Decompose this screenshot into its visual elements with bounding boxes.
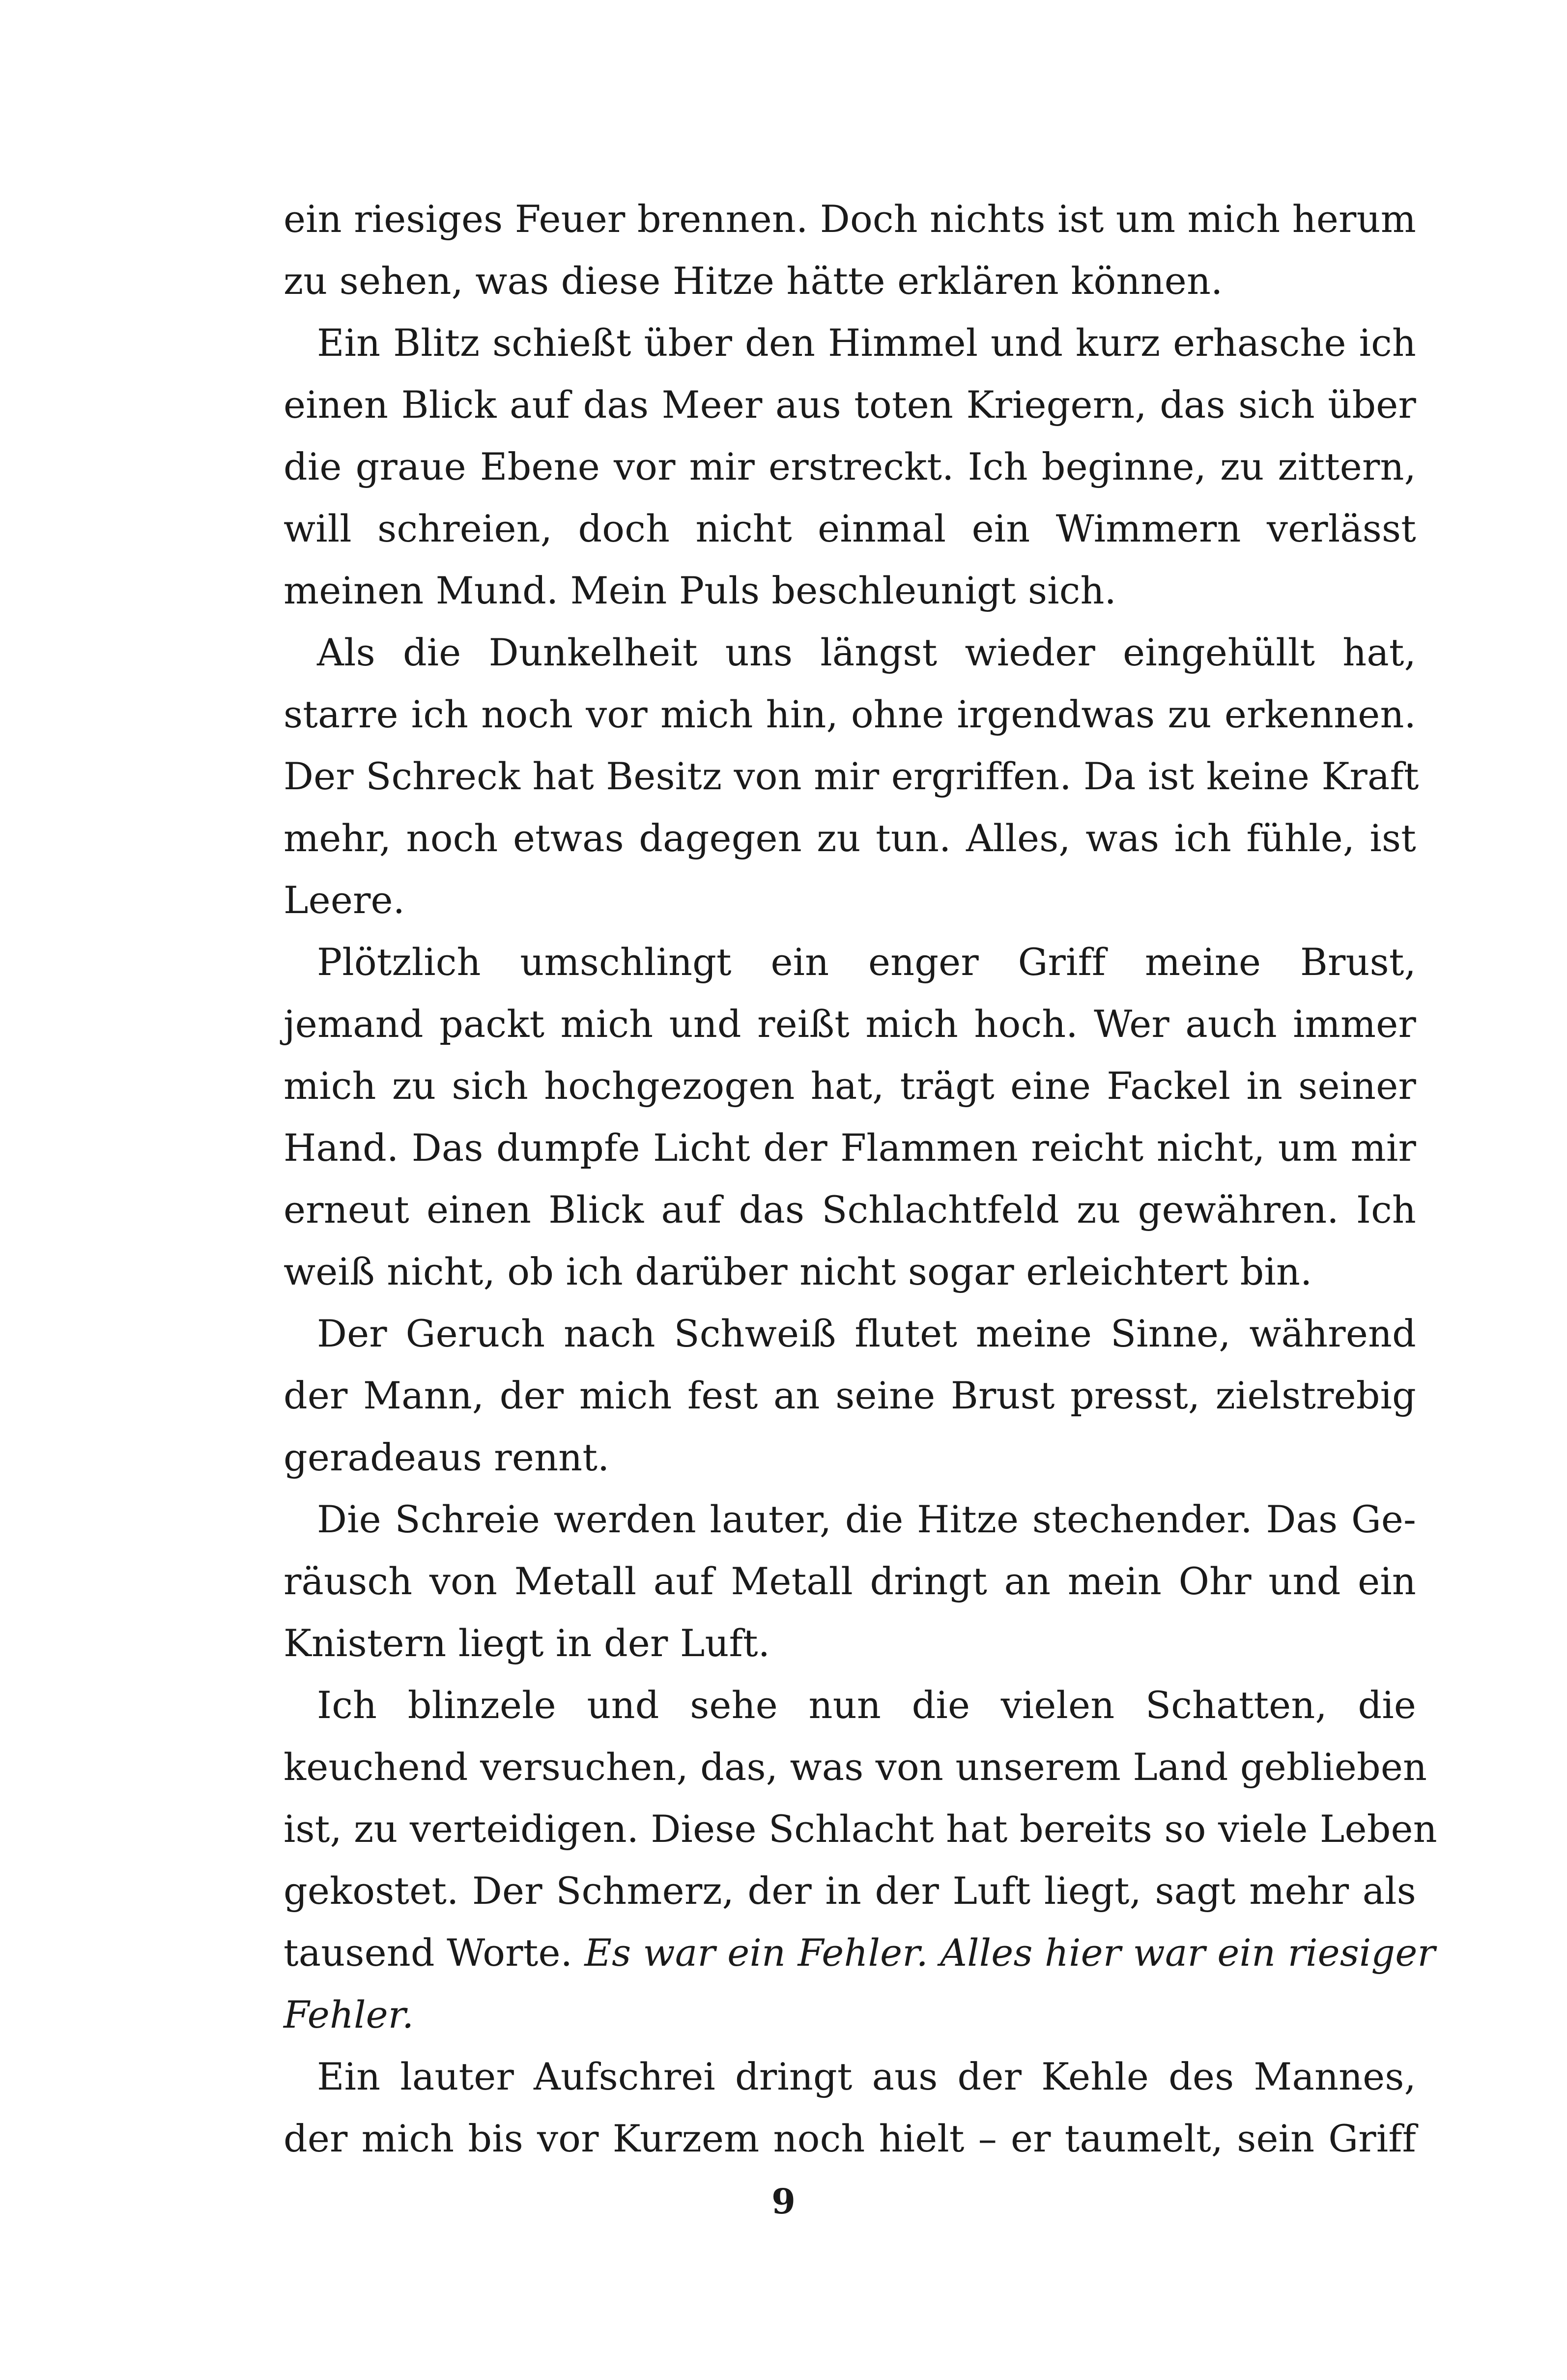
text-line-roman: ist, zu verteidigen. Diese Schlacht hat bereits so viele Leben — [284, 1807, 1437, 1851]
text-line — [284, 1798, 1437, 1860]
text-line — [284, 746, 1419, 807]
text-line-roman: Ein lauter Aufschrei dringt aus der Kehle des Mannes, — [317, 2055, 1416, 2098]
text-line-roman: Hand. Das dumpfe Licht der Flammen reicht nicht, um mir — [284, 1126, 1416, 1170]
text-line — [284, 1055, 1416, 1117]
text-line-roman: gekostet. Der Schmerz, der in der Luft liegt, sagt mehr als — [284, 1869, 1416, 1913]
text-line-roman: weiß nicht, ob ich darüber nicht sogar erleichtert bin. — [284, 1250, 1312, 1293]
text-line — [284, 1860, 1416, 1922]
text-line-roman: jemand packt mich und reißt mich hoch. Wer auch immer — [284, 1002, 1416, 1046]
text-line — [284, 1489, 1416, 1550]
text-line — [284, 1427, 1416, 1489]
text-line-roman: starre ich noch vor mich hin, ohne irgendwas zu erkennen. — [284, 692, 1416, 736]
text-line-roman: Knistern liegt in der Luft. — [284, 1621, 770, 1665]
text-line-roman: der mich bis vor Kurzem noch hielt – er taumelt, sein Griff — [284, 2117, 1416, 2160]
text-line — [284, 1365, 1416, 1427]
text-line — [284, 684, 1416, 746]
text-line-roman: Der Schreck hat Besitz von mir ergriffen. Da ist keine Kraft — [284, 754, 1419, 798]
text-line-roman: erneut einen Blick auf das Schlachtfeld zu gewähren. Ich — [284, 1188, 1416, 1232]
text-line-italic: Fehler. — [284, 1993, 414, 2036]
text-line — [284, 1984, 1416, 2046]
text-line-roman: zu sehen, was diese Hitze hätte erklären können. — [284, 259, 1223, 303]
text-line — [284, 993, 1416, 1055]
text-line — [284, 622, 1416, 684]
text-line — [284, 188, 1416, 250]
text-line — [284, 1612, 1416, 1674]
text-line-roman: einen Blick auf das Meer aus toten Kriegern, das sich über — [284, 383, 1416, 427]
text-line-roman: tausend Worte. — [284, 1931, 585, 1975]
page-number: 9 — [771, 2181, 796, 2222]
text-line — [284, 250, 1416, 312]
text-line-roman: ein riesiges Feuer brennen. Doch nichts ist um mich herum — [284, 197, 1416, 241]
text-line-roman: Die Schreie werden lauter, die Hitze stechender. Das Ge- — [317, 1497, 1416, 1541]
text-line — [284, 1117, 1416, 1179]
text-line — [284, 2046, 1416, 2108]
text-line-roman: Ein Blitz schießt über den Himmel und kurz erhasche ich — [317, 321, 1416, 365]
text-line-roman: Der Geruch nach Schweiß flutet meine Sinne, während — [317, 1312, 1416, 1355]
text-line — [284, 869, 1416, 931]
text-line — [284, 560, 1416, 622]
text-line — [284, 1241, 1416, 1303]
text-line-roman: Plötzlich umschlingt ein enger Griff meine Brust, — [317, 940, 1416, 984]
text-line — [284, 1736, 1427, 1798]
text-line-italic: Es war ein Fehler. Alles hier war ein riesiger — [584, 1931, 1436, 1975]
text-line-roman: keuchend versuchen, das, was von unserem Land geblieben — [284, 1745, 1427, 1789]
body-text — [284, 188, 1437, 2170]
text-line — [284, 807, 1416, 869]
text-line-roman: meinen Mund. Mein Puls beschleunigt sich. — [284, 569, 1116, 612]
text-line-roman: mich zu sich hochgezogen hat, trägt eine Fackel in seiner — [284, 1064, 1416, 1108]
text-line — [284, 374, 1416, 436]
text-line — [284, 931, 1416, 993]
text-line — [284, 436, 1416, 498]
text-line — [284, 498, 1416, 560]
text-line — [284, 312, 1416, 374]
text-line-roman: die graue Ebene vor mir erstreckt. Ich beginne, zu zittern, — [284, 445, 1416, 488]
text-line — [284, 2108, 1416, 2170]
text-line — [284, 1179, 1416, 1241]
text-line-roman: der Mann, der mich fest an seine Brust presst, zielstrebig — [284, 1374, 1416, 1417]
text-line — [284, 1674, 1416, 1736]
text-line-roman: Als die Dunkelheit uns längst wieder eingehüllt hat, — [317, 631, 1416, 674]
text-line-roman: Leere. — [284, 878, 405, 922]
text-line-roman: geradeaus rennt. — [284, 1435, 610, 1479]
text-line-roman: mehr, noch etwas dagegen zu tun. Alles, was ich fühle, ist — [284, 816, 1416, 860]
text-line — [284, 1303, 1416, 1365]
text-line-roman: will schreien, doch nicht einmal ein Wimmern verlässt — [284, 507, 1416, 550]
text-line-roman: Ich blinzele und sehe nun die vielen Schatten, die — [317, 1683, 1416, 1727]
text-line-roman: räusch von Metall auf Metall dringt an mein Ohr und ein — [284, 1559, 1416, 1603]
text-line — [284, 1550, 1416, 1612]
text-line — [284, 1922, 1436, 1984]
